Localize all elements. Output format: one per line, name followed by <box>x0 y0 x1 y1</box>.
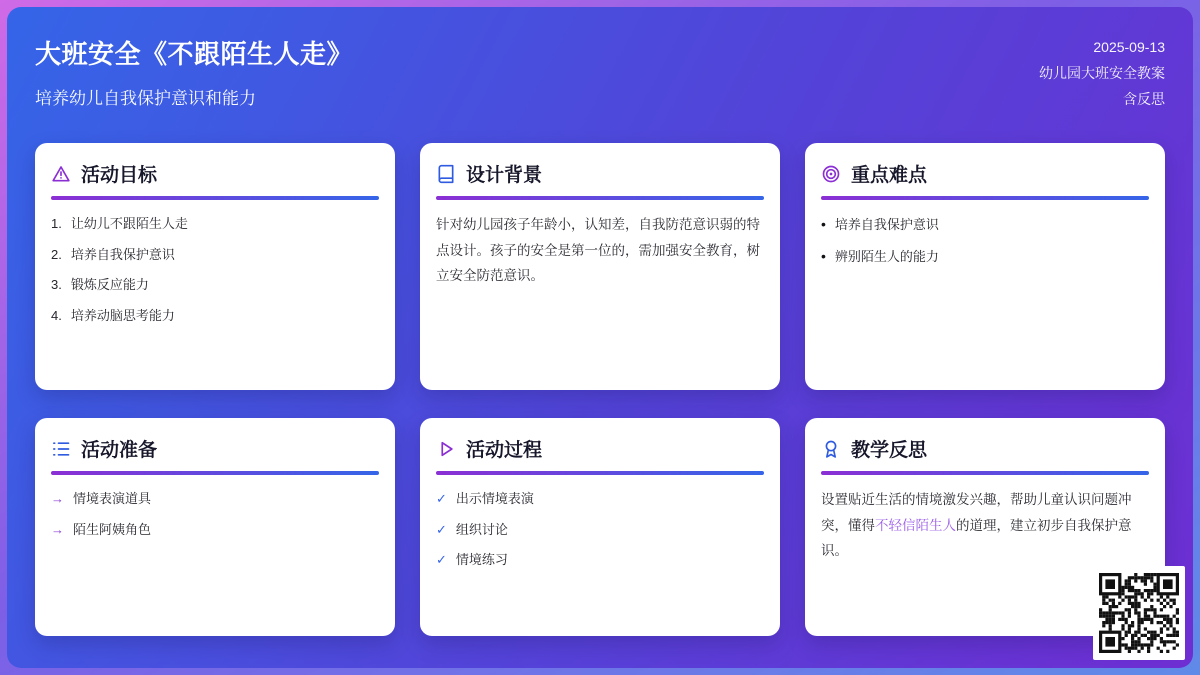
list-item-text: 让幼儿不跟陌生人走 <box>70 216 188 231</box>
header-title-block <box>35 34 353 143</box>
check-marker: ✓ <box>436 521 447 537</box>
book-icon <box>436 164 456 184</box>
card-design-background-header <box>436 160 764 187</box>
number-marker: 1. <box>51 216 62 231</box>
list-item <box>436 521 764 539</box>
list-item-text: 培养动脑思考能力 <box>70 307 175 323</box>
card-key-points-list <box>821 215 1149 266</box>
page-subtitle: 培养幼儿自我保护意识和能力 <box>35 89 256 108</box>
list-item <box>51 307 379 325</box>
text-segment: 的道理，建立初步自我保护意识。 <box>821 517 1132 559</box>
cards-grid <box>35 143 1165 636</box>
text-segment: 设置贴近生活的情境激发兴趣，帮助儿童认识问题冲突，懂得 <box>821 492 1132 533</box>
card-title: 重点难点 <box>851 165 928 186</box>
list-item <box>51 490 379 508</box>
target-icon <box>821 164 841 184</box>
card-title: 设计背景 <box>466 165 543 186</box>
arrow-marker: → <box>51 521 64 537</box>
list-item <box>821 215 1149 234</box>
list-item-text: 情境练习 <box>455 552 508 568</box>
card-reflection-text <box>821 487 1149 564</box>
list-item-text: 培养自我保护意识 <box>834 217 939 232</box>
card-title: 活动过程 <box>466 440 543 461</box>
title-underline <box>821 471 1149 475</box>
list-item-text: 锻炼反应能力 <box>70 277 149 293</box>
page-title: 大班安全《不跟陌生人走》 <box>35 39 354 69</box>
card-preparation-list <box>51 490 379 538</box>
highlighted-text: 不轻信陌生人 <box>875 517 956 533</box>
list-item-text: 出示情境表演 <box>455 491 534 506</box>
card-process-header <box>436 435 764 462</box>
number-marker: 2. <box>51 246 62 262</box>
list-item <box>51 521 379 539</box>
list-item-text: 辨别陌生人的能力 <box>834 248 939 264</box>
warning-triangle-icon <box>51 164 71 184</box>
list-item-text: 陌生阿姨角色 <box>73 521 152 537</box>
list-icon <box>51 439 71 459</box>
card-design-background <box>420 143 780 390</box>
list-item-text: 组织讨论 <box>455 521 508 537</box>
card-title: 活动准备 <box>81 440 158 461</box>
list-item-text: 培养自我保护意识 <box>70 246 175 262</box>
number-marker: 3. <box>51 277 62 293</box>
meta-date: 2025-09-13 <box>1093 39 1165 55</box>
card-goals-header <box>51 160 379 187</box>
list-item <box>51 215 379 233</box>
meta-note: 含反思 <box>1123 91 1165 107</box>
title-underline <box>436 471 764 475</box>
card-goals <box>35 143 395 390</box>
card-key-points <box>805 143 1165 390</box>
list-item <box>51 276 379 294</box>
award-icon <box>821 439 841 459</box>
card-preparation-header <box>51 435 379 462</box>
play-icon <box>436 439 456 459</box>
list-item <box>51 246 379 264</box>
card-process-list <box>436 490 764 569</box>
card-title: 教学反思 <box>851 440 928 461</box>
title-underline <box>436 196 764 200</box>
card-preparation <box>35 418 395 636</box>
title-underline <box>51 471 379 475</box>
main-panel <box>7 7 1193 668</box>
qr-code <box>1093 566 1185 660</box>
bullet-marker: • <box>821 216 826 232</box>
card-key-points-header <box>821 160 1149 187</box>
check-marker: ✓ <box>436 552 447 568</box>
list-item <box>436 490 764 508</box>
card-goals-list <box>51 215 379 324</box>
card-reflection-header <box>821 435 1149 462</box>
card-process <box>420 418 780 636</box>
arrow-marker: → <box>51 491 64 506</box>
list-item <box>821 247 1149 266</box>
header <box>35 7 1165 143</box>
list-item-text: 情境表演道具 <box>73 491 152 506</box>
check-marker: ✓ <box>436 491 447 506</box>
title-underline <box>51 196 379 200</box>
list-item <box>436 551 764 569</box>
title-underline <box>821 196 1149 200</box>
header-meta <box>1039 34 1165 143</box>
card-title: 活动目标 <box>81 165 158 186</box>
bullet-marker: • <box>821 247 826 264</box>
card-design-background-text: 针对幼儿园孩子年龄小，认知差，自我防范意识弱的特点设计。孩子的安全是第一位的，需加强安全教育，树立安全防范意识。 <box>436 217 760 284</box>
meta-label: 幼儿园大班安全教案 <box>1039 65 1165 81</box>
number-marker: 4. <box>51 307 62 323</box>
